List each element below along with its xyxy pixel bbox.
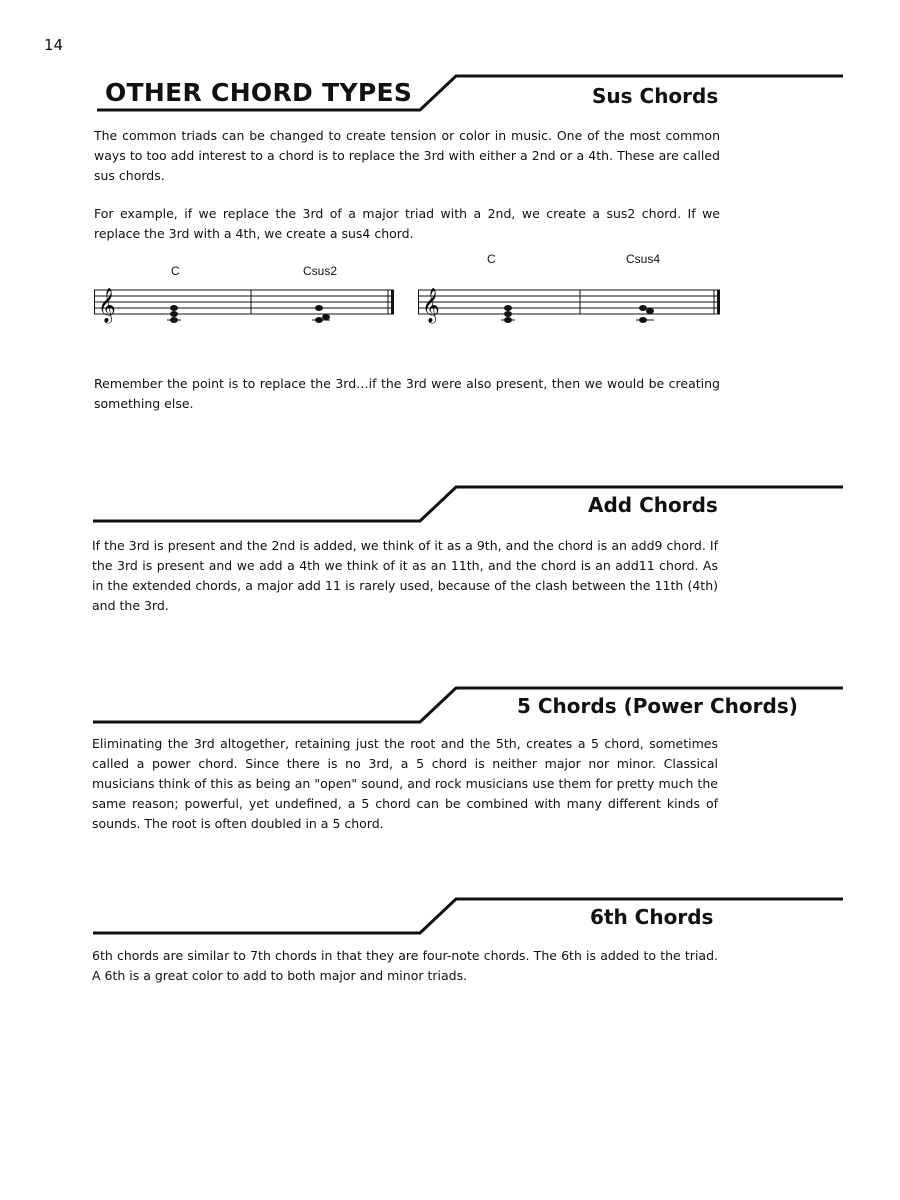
heading-rule-sixth — [0, 897, 900, 937]
section-title-power: 5 Chords (Power Chords) — [517, 694, 798, 718]
section-title-add: Add Chords — [588, 493, 718, 517]
note-head-icon — [170, 305, 178, 311]
treble-clef-icon: 𝄞 — [98, 288, 116, 323]
add-paragraph: If the 3rd is present and the 2nd is added, we think of it as a 9th, and the chord is an add9 chord. If the 3rd is present and we add a 4th we think of it as an 11th, and the chord is an add11 chord. As in the extended chords, a major add 11 is rarely used, because of the clash between the 11th (4th) and the 3rd. — [92, 538, 718, 613]
chord-label: C — [171, 264, 180, 278]
page-number: 14 — [44, 36, 64, 54]
sus-paragraph-1: The common triads can be changed to create tension or color in music. One of the most common ways to too add interest to a chord is to replace the 3rd with either a 2nd or a 4th. These are called sus chords. — [94, 128, 720, 183]
treble-clef-icon: 𝄞 — [422, 288, 440, 323]
note-head-icon — [315, 305, 323, 311]
note-head-icon — [504, 311, 512, 317]
chord-label: C — [487, 252, 496, 266]
chapter-title: OTHER CHORD TYPES — [105, 78, 413, 107]
sus-paragraph-2: For example, if we replace the 3rd of a major triad with a 2nd, we create a sus2 chord. If we replace the 3rd with a 4th, we create a sus4 chord. — [94, 206, 720, 241]
heading-rule-add — [0, 485, 900, 525]
note-head-icon — [504, 305, 512, 311]
chord-label: Csus4 — [626, 252, 661, 266]
staff-sus4-example — [418, 282, 722, 332]
power-paragraph: Eliminating the 3rd altogether, retaining just the root and the 5th, creates a 5 chord, sometimes called a power chord. Since there is no 3rd, a 5 chord is neither major nor minor. Classical musicians think of this as being an "open" sound, and rock musicians use them for pretty much the same reason; powerful, yet undefined, a 5 chord can be combined with many different kinds of sounds. The root is often doubled in a 5 chord. — [92, 736, 718, 831]
section-title-sixth: 6th Chords — [590, 905, 714, 929]
chord-label: Csus2 — [303, 264, 338, 278]
note-head-icon — [646, 308, 654, 314]
section-title-sus: Sus Chords — [592, 84, 719, 108]
sixth-paragraph: 6th chords are similar to 7th chords in that they are four-note chords. The 6th is added to the triad. A 6th is a great color to add to both major and minor triads. — [92, 948, 718, 983]
note-head-icon — [639, 305, 647, 311]
note-head-icon — [170, 311, 178, 317]
sus-paragraph-3: Remember the point is to replace the 3rd…if the 3rd were also present, then we would be creating something else. — [94, 376, 720, 411]
staff-sus2-example — [94, 282, 396, 332]
note-head-icon — [322, 314, 330, 320]
